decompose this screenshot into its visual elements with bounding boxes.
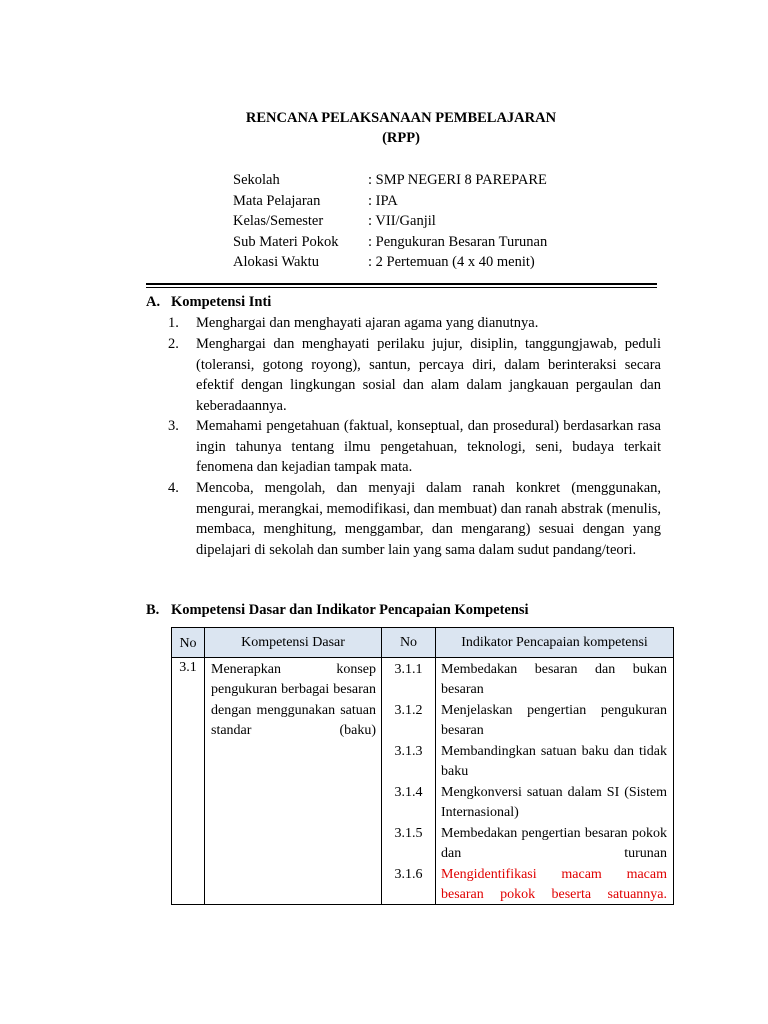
indicator-text-column [436,658,674,905]
indicator-text: Membedakan pengertian besaran pokok dan turunan [441,826,667,862]
info-value: : SMP NEGERI 8 PAREPARE [368,172,547,188]
ki-text: Menghargai dan menghayati perilaku jujur, disiplin, tanggungjawab, peduli (toleransi, gotong royong), santun, percaya diri, dalam berinteraksi secara efektif dengan lingkungan sosial dan alam dalam jangkauan pergaulan dan keberadaannya. [196,336,661,414]
section-b-letter: B. [146,602,160,618]
section-a-letter: A. [146,294,161,310]
info-label: Kelas/Semester [233,213,324,229]
info-label: Mata Pelajaran [233,192,321,209]
info-value: : VII/Ganjil [368,213,436,229]
ki-text: Mencoba, mengolah, dan menyaji dalam ranah konkret (menggunakan, mengurai, merangkai, memodifikasi, dan membuat) dan ranah abstrak (menulis, membaca, menghitung, menggambar, dan mengarang) sesuai dengan yang dipelajari di sekolah dan sumber lain yang sama dalam sudut pandang/teori. [196,480,661,558]
indicator-number: 3.1.4 [394,785,423,800]
document-title: RENCANA PELAKSANAAN PEMBELAJARAN [245,110,557,126]
kd-number: 3.1 [172,658,205,905]
table-header: Indikator Pencapaian kompetensi [436,628,674,658]
table-header: No [382,628,436,658]
table-header-row [172,628,674,658]
kd-cell [205,658,382,905]
kd-text: Menerapkan konsep pengukuran berbagai besaran dengan menggunakan satuan standar (baku) [211,662,376,739]
indicator-number: 3.1.2 [394,703,423,718]
ki-number: 4. [168,480,179,496]
indicator-number: 3.1.3 [394,744,423,759]
indicator-number: 3.1.1 [394,662,423,677]
indicator-number: 3.1.6 [394,867,423,882]
indicator-number: 3.1.5 [394,826,423,841]
info-label: Sub Materi Pokok [233,233,339,250]
info-label: Sekolah [233,172,280,188]
indicator-text: Mengkonversi satuan dalam SI (Sistem Internasional) [441,785,667,821]
indicator-text: Membedakan besaran dan bukan besaran [441,662,667,698]
indicator-number-column [382,658,436,905]
divider-thin [146,287,657,288]
indicator-text: Membandingkan satuan baku dan tidak baku [441,744,667,780]
indicator-text: Menjelaskan pengertian pengukuran besaran [441,703,667,739]
section-a-title: Kompetensi Inti [171,294,272,310]
indicator-text-highlighted: Mengidentifikasi macam macam besaran pokok beserta satuannya. [441,867,667,903]
info-label: Alokasi Waktu [233,254,319,270]
info-value: : IPA [368,192,398,209]
section-b-title: Kompetensi Dasar dan Indikator Pencapaian Kompetensi [171,602,529,618]
competency-table [171,627,674,905]
info-value: : Pengukuran Besaran Turunan [368,233,548,250]
ki-number: 2. [168,336,179,352]
info-value: : 2 Pertemuan (4 x 40 menit) [368,254,535,270]
ki-number: 1. [168,315,179,331]
table-row [172,658,674,905]
ki-text: Memahami pengetahuan (faktual, konseptual, dan prosedural) berdasarkan rasa ingin tahunya tentang ilmu pengetahuan, teknologi, seni, budaya terkait fenomena dan kejadian tampak mata. [196,418,661,476]
document-subtitle: (RPP) [382,130,420,146]
ki-text: Menghargai dan menghayati ajaran agama yang dianutnya. [196,315,539,331]
table-header: No [172,628,205,658]
divider-thick [146,283,657,285]
ki-number: 3. [168,418,179,434]
table-header: Kompetensi Dasar [205,628,382,658]
